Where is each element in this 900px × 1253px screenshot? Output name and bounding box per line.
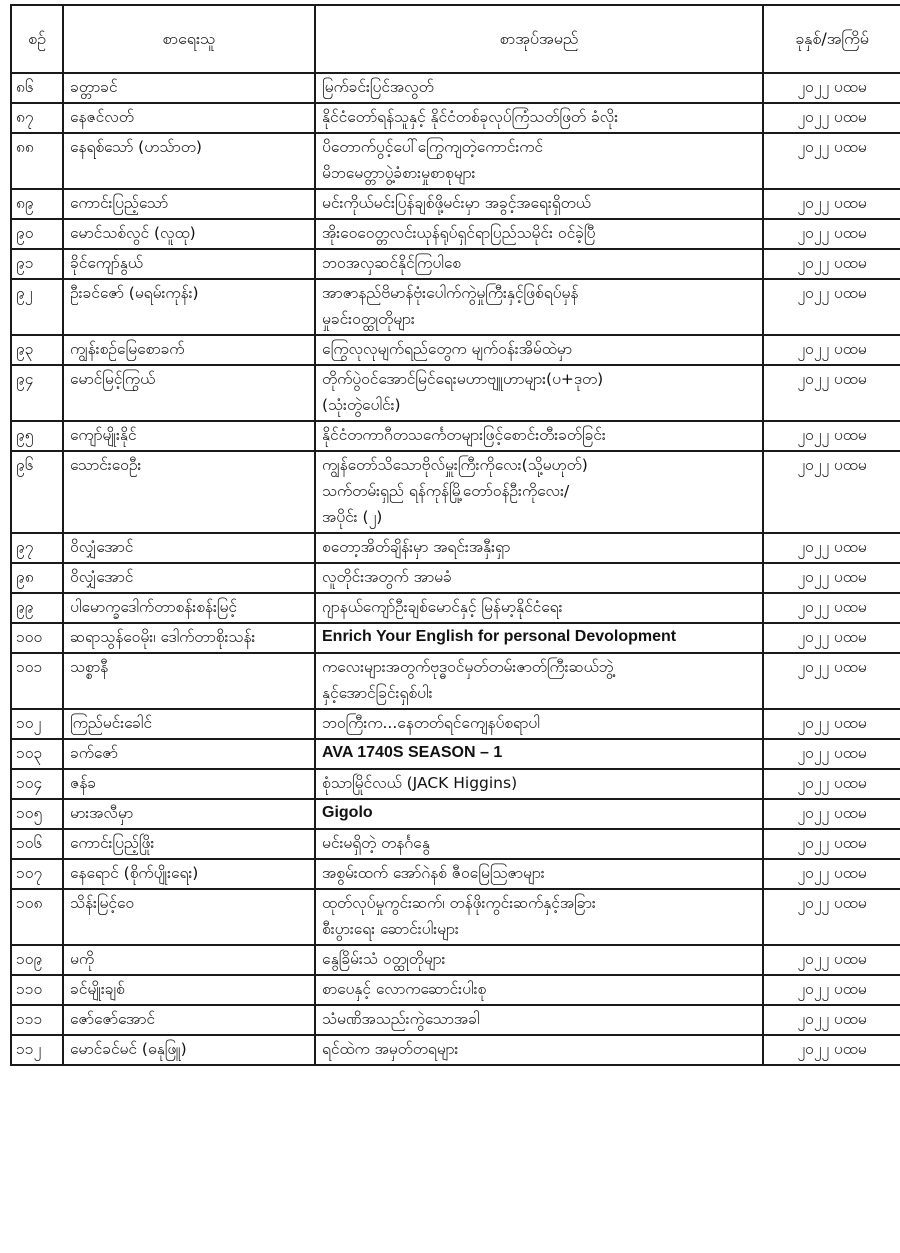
title-line: ရင်ထဲက အမှတ်တရများ <box>322 1040 459 1058</box>
row-author: ဦးခင်ဇော် (မရမ်းကုန်း) <box>63 279 315 335</box>
title-line: နှင့်အောင်ခြင်းရှစ်ပါး <box>322 684 433 702</box>
row-number: ၁၀၀ <box>11 623 63 653</box>
row-number: ၁၀၂ <box>11 709 63 739</box>
row-edition: ၂၀၂၂ ပထမ <box>763 739 900 769</box>
table-row <box>11 593 900 623</box>
book-list-page <box>10 4 900 1066</box>
title-line: ဘဝကြီးက...နေတတ်ရင်ကျေနပ်စရာပါ <box>322 714 540 732</box>
row-author: မောင်မြင့်ကြွယ် <box>63 365 315 421</box>
row-edition: ၂၀၂၂ ပထမ <box>763 563 900 593</box>
title-line: ကြွေလုလုမျက်ရည်တွေက မျက်ဝန်းအိမ်ထဲမှာ <box>322 340 572 358</box>
row-title <box>315 279 763 335</box>
row-edition: ၂၀၂၂ ပထမ <box>763 335 900 365</box>
row-title <box>315 623 763 653</box>
row-edition: ၂၀၂၂ ပထမ <box>763 533 900 563</box>
table-row <box>11 709 900 739</box>
row-author: နေရောင် (စိုက်ပျိုးရေး) <box>63 859 315 889</box>
row-number: ၈၈ <box>11 133 63 189</box>
title-line: နိုင်ငံတကာဂီတသင်္ကေတများဖြင့်စောင်းတီးခတ်ခြင်း <box>322 426 606 444</box>
row-author: သောင်းဝေဦး <box>63 451 315 533</box>
title-line: ကလေးများအတွက်ဗုဒ္ဓဝင်မှတ်တမ်းဇာတ်ကြီးဆယ်ဘွဲ့ <box>322 658 614 676</box>
row-edition: ၂၀၂၂ ပထမ <box>763 829 900 859</box>
table-row <box>11 279 900 335</box>
row-author: ကောင်းပြည့်ဖြိုး <box>63 829 315 859</box>
row-title <box>315 945 763 975</box>
header-no: စဉ် <box>11 5 63 73</box>
title-line: စာပေနှင့် လောကဆောင်းပါးစု <box>322 980 487 998</box>
row-author: ဆရာသွန်ဝေမိုး၊ ဒေါက်တာစိုးသန်း <box>63 623 315 653</box>
row-number: ၉၂ <box>11 279 63 335</box>
table-row <box>11 189 900 219</box>
row-title <box>315 739 763 769</box>
row-title <box>315 365 763 421</box>
row-title <box>315 1035 763 1065</box>
header-edition: ခုနှစ်/အကြိမ် <box>763 5 900 73</box>
row-author: ကောင်းပြည့်သော် <box>63 189 315 219</box>
title-line: ကျွန်တော်သိသောဗိုလ်မှူးကြီးကိုလေး(သို့မဟုတ်) <box>322 456 588 474</box>
row-author: ဝိလျှံအောင် <box>63 563 315 593</box>
table-row <box>11 335 900 365</box>
row-edition: ၂၀၂၂ ပထမ <box>763 859 900 889</box>
row-edition: ၂၀၂၂ ပထမ <box>763 279 900 335</box>
table-header-row <box>11 5 900 73</box>
row-number: ၉၇ <box>11 533 63 563</box>
row-edition: ၂၀၂၂ ပထမ <box>763 799 900 829</box>
row-title <box>315 421 763 451</box>
row-title <box>315 133 763 189</box>
row-title <box>315 103 763 133</box>
row-title <box>315 889 763 945</box>
table-row <box>11 451 900 533</box>
row-number: ၁၁၂ <box>11 1035 63 1065</box>
row-title <box>315 249 763 279</box>
table-row <box>11 623 900 653</box>
title-line: အိုးဝေဝေတ္တလင်းယုန်ရုပ်ရှင်ရာပြည်သမိုင်း ဝင်ခဲ့ပြီ <box>322 224 596 242</box>
title-line: သံမဏိအသည်းကွဲသောအခါ <box>322 1010 480 1028</box>
table-row <box>11 133 900 189</box>
row-title <box>315 533 763 563</box>
row-number: ၁၀၇ <box>11 859 63 889</box>
row-number: ၁၀၅ <box>11 799 63 829</box>
title-line: စုံသာမြိုင်လယ် (JACK Higgins) <box>322 774 518 792</box>
table-row <box>11 249 900 279</box>
row-author: ဇော်ဇော်အောင် <box>63 1005 315 1035</box>
title-line: နိုင်ငံတော်ရန်သူနှင့် နိုင်ငံတစ်ခုလုပ်ကြံသတ်ဖြတ် ခံလိုး <box>322 108 619 126</box>
table-row <box>11 421 900 451</box>
row-author: နေဇင်လတ် <box>63 103 315 133</box>
row-author: ကြည်မင်းခေါင် <box>63 709 315 739</box>
row-title <box>315 563 763 593</box>
table-row <box>11 1035 900 1065</box>
row-number: ၁၀၃ <box>11 739 63 769</box>
row-number: ၈၇ <box>11 103 63 133</box>
row-title <box>315 1005 763 1035</box>
row-edition: ၂၀၂၂ ပထမ <box>763 593 900 623</box>
title-line: မှုခင်းဝတ္ထုတိုများ <box>322 310 415 328</box>
book-list-table <box>10 4 900 1066</box>
row-number: ၁၁၁ <box>11 1005 63 1035</box>
title-line: ဘဝအလှဆင်နိုင်ကြပါစေ <box>322 254 462 272</box>
table-row <box>11 563 900 593</box>
row-number: ၈၆ <box>11 73 63 103</box>
header-author: စာရေးသူ <box>63 5 315 73</box>
row-author: ခက်ဇော် <box>63 739 315 769</box>
table-row <box>11 739 900 769</box>
row-edition: ၂၀၂၂ ပထမ <box>763 73 900 103</box>
table-body <box>11 73 900 1065</box>
title-line: မင်းကိုယ်မင်းပြန်ချစ်ဖို့မင်းမှာ အခွင့်အရေးရှိတယ် <box>322 194 591 212</box>
title-line: နွေခြိမ်းသံ ဝတ္ထုတိုများ <box>322 950 446 968</box>
row-number: ၈၉ <box>11 189 63 219</box>
row-author: ကျွန်းစဉ်မြေစောခက် <box>63 335 315 365</box>
row-edition: ၂၀၂၂ ပထမ <box>763 623 900 653</box>
row-number: ၉၁ <box>11 249 63 279</box>
table-row <box>11 653 900 709</box>
row-author: ခိုင်ကျော်နွယ် <box>63 249 315 279</box>
row-number: ၁၀၁ <box>11 653 63 709</box>
title-line: အပိုင်း (၂) <box>322 508 383 526</box>
row-author: မကို <box>63 945 315 975</box>
table-row <box>11 829 900 859</box>
title-line: မြက်ခင်းပြင်အလွတ် <box>322 78 434 96</box>
title-line: Enrich Your English for personal Devolopment <box>322 628 677 645</box>
row-title <box>315 593 763 623</box>
row-edition: ၂၀၂၂ ပထမ <box>763 103 900 133</box>
row-edition: ၂၀၂၂ ပထမ <box>763 889 900 945</box>
row-title <box>315 653 763 709</box>
row-number: ၉၆ <box>11 451 63 533</box>
title-line: ပိတောက်ပွင့်ပေါ်ကြွေကျတဲ့ကောင်းကင် <box>322 138 544 156</box>
table-row <box>11 889 900 945</box>
table-row <box>11 1005 900 1035</box>
row-author: သိန်းမြင့်ဝေ <box>63 889 315 945</box>
title-line: ထုတ်လုပ်မှုကွင်းဆက်၊ တန်ဖိုးကွင်းဆက်နှင့်အခြား <box>322 894 596 912</box>
row-number: ၁၀၈ <box>11 889 63 945</box>
row-title <box>315 975 763 1005</box>
title-line: လူတိုင်းအတွက် အာမခံ <box>322 568 452 586</box>
row-edition: ၂၀၂၂ ပထမ <box>763 769 900 799</box>
row-author: ခင်မျိုးချစ် <box>63 975 315 1005</box>
title-line: စီးပွားရေး ဆောင်းပါးများ <box>322 920 459 938</box>
row-edition: ၂၀၂၂ ပထမ <box>763 975 900 1005</box>
row-edition: ၂၀၂၂ ပထမ <box>763 249 900 279</box>
row-title <box>315 709 763 739</box>
row-title <box>315 829 763 859</box>
table-row <box>11 219 900 249</box>
row-title <box>315 73 763 103</box>
row-author: ဇန်ခ <box>63 769 315 799</box>
row-author: သစ္စာနီ <box>63 653 315 709</box>
title-line: မင်းမရှိတဲ့ တနင်္ဂနွေ <box>322 834 430 852</box>
title-line: အစွမ်းထက် အော်ဂဲနစ် ဇီဝမြေဩဇာများ <box>322 864 545 882</box>
row-author: ပါမောက္ခဒေါက်တာစန်းစန်းမြင့် <box>63 593 315 623</box>
row-author: မောင်သစ်လွင် (လူထု) <box>63 219 315 249</box>
row-number: ၉၈ <box>11 563 63 593</box>
row-author: မောင်ခင်မင် (ဓနုဖြူ) <box>63 1035 315 1065</box>
row-author: ဝိလျှံအောင် <box>63 533 315 563</box>
row-number: ၉၄ <box>11 365 63 421</box>
row-edition: ၂၀၂၂ ပထမ <box>763 945 900 975</box>
table-row <box>11 103 900 133</box>
row-edition: ၂၀၂၂ ပထမ <box>763 709 900 739</box>
row-edition: ၂၀၂၂ ပထမ <box>763 365 900 421</box>
title-line: သက်တမ်းရှည် ရန်ကုန်မြို့တော်ဝန်ဦးကိုလေး/ <box>322 482 570 500</box>
row-author: မားအလီမှာ <box>63 799 315 829</box>
header-title: စာအုပ်အမည် <box>315 5 763 73</box>
row-number: ၉၉ <box>11 593 63 623</box>
row-title <box>315 859 763 889</box>
row-author: နေရစ်သော် (ဟသ်ာတ) <box>63 133 315 189</box>
title-line: စတော့အိတ်ချိန်းမှာ အရင်းအနှီးရှာ <box>322 538 511 556</box>
row-number: ၁၀၉ <box>11 945 63 975</box>
row-number: ၉၀ <box>11 219 63 249</box>
table-row <box>11 945 900 975</box>
row-edition: ၂၀၂၂ ပထမ <box>763 1005 900 1035</box>
row-edition: ၂၀၂၂ ပထမ <box>763 189 900 219</box>
row-title <box>315 451 763 533</box>
row-number: ၉၅ <box>11 421 63 451</box>
table-row <box>11 73 900 103</box>
title-line: အာဇာနည်ဗိမာန်ဗုံးပေါက်ကွဲမှုကြီးနှင့်ဖြစ်ရပ်မှန် <box>322 284 579 302</box>
row-edition: ၂၀၂၂ ပထမ <box>763 653 900 709</box>
title-line: AVA 1740S SEASON – 1 <box>322 744 503 761</box>
row-title <box>315 769 763 799</box>
row-number: ၁၀၆ <box>11 829 63 859</box>
title-line: (သုံးတွဲပေါင်း) <box>322 396 401 414</box>
row-edition: ၂၀၂၂ ပထမ <box>763 451 900 533</box>
table-row <box>11 365 900 421</box>
table-row <box>11 533 900 563</box>
row-edition: ၂၀၂၂ ပထမ <box>763 421 900 451</box>
row-edition: ၂၀၂၂ ပထမ <box>763 1035 900 1065</box>
row-number: ၉၃ <box>11 335 63 365</box>
title-line: ဂျာနယ်ကျော်ဦးချစ်မောင်နှင့် မြန်မာ့နိုင်ငံရေး <box>322 598 563 616</box>
table-row <box>11 769 900 799</box>
row-edition: ၂၀၂၂ ပထမ <box>763 133 900 189</box>
row-title <box>315 219 763 249</box>
title-line: Gigolo <box>322 804 373 821</box>
table-row <box>11 799 900 829</box>
row-edition: ၂၀၂၂ ပထမ <box>763 219 900 249</box>
row-author: ခတ္တာခင် <box>63 73 315 103</box>
row-number: ၁၁၀ <box>11 975 63 1005</box>
row-number: ၁၀၄ <box>11 769 63 799</box>
row-author: ကျော်မျိုးနိုင် <box>63 421 315 451</box>
row-title <box>315 335 763 365</box>
title-line: မိဘမေတ္တာပွဲ့ခံစားမှုစာစုများ <box>322 164 476 182</box>
title-line: တိုက်ပွဲဝင်အောင်မြင်ရေးမဟာဗျူဟာများ(ပ+ဒုတ) <box>322 370 604 388</box>
row-title <box>315 799 763 829</box>
table-row <box>11 975 900 1005</box>
row-title <box>315 189 763 219</box>
table-row <box>11 859 900 889</box>
